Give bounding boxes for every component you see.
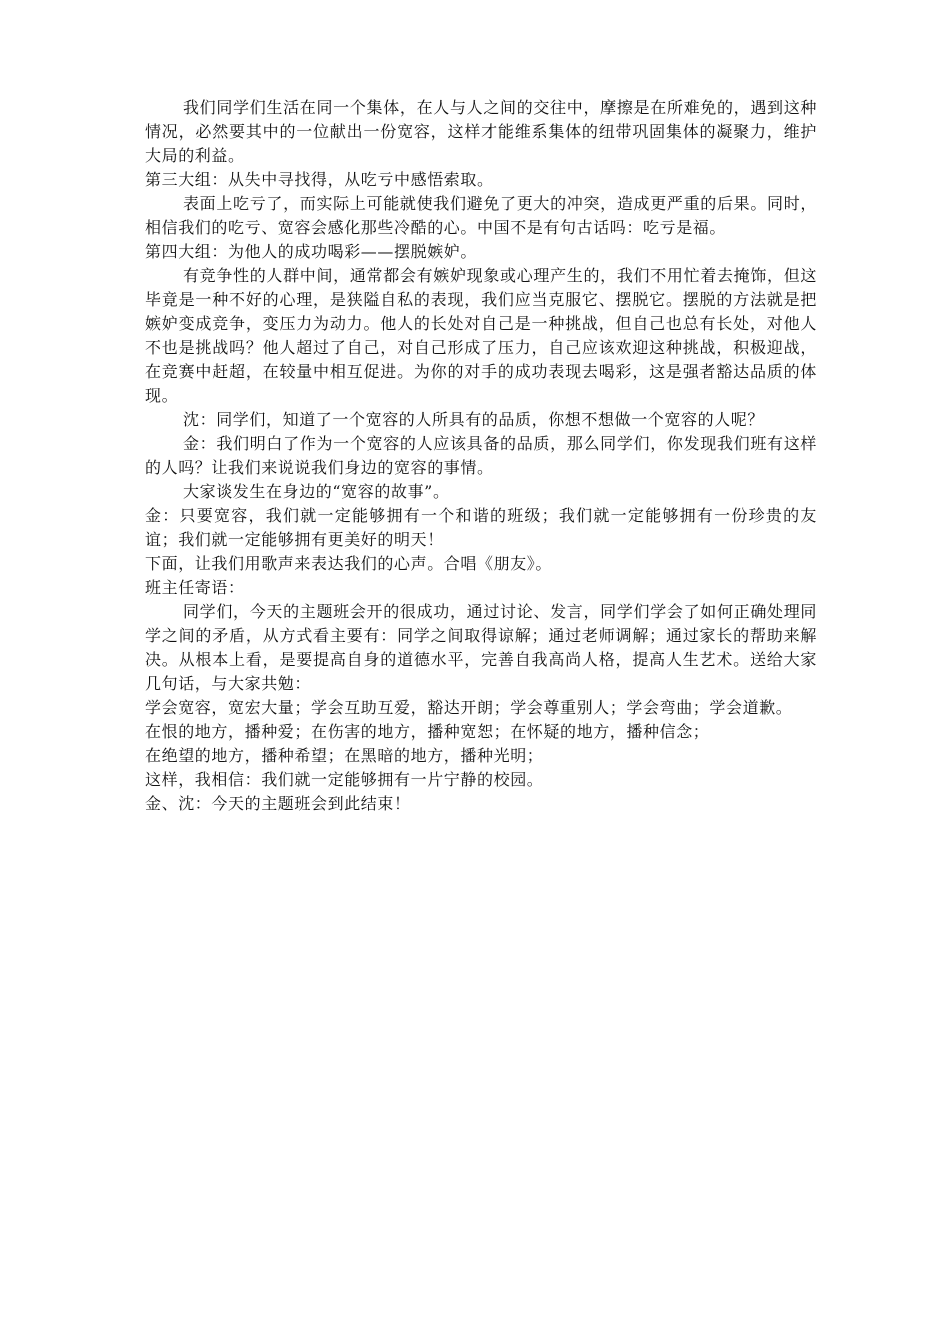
paragraph-song: 下面，让我们用歌声来表达我们的心声。合唱《朋友》。: [145, 554, 553, 573]
heading-teacher-message: 班主任寄语：: [145, 578, 245, 597]
paragraph-sow-love: 在恨的地方，播种爱；在伤害的地方，播种宽恕；在怀疑的地方，播种信念；: [145, 722, 710, 741]
paragraph-shen-question: 沈：同学们，知道了一个宽容的人所具有的品质，你想不想做一个宽容的人呢？: [183, 410, 765, 429]
paragraph-suffering-loss: 表面上吃亏了，而实际上可能就使我们避免了更大的冲突，造成更严重的后果。同时，相信我们的吃亏、宽容会感化那些冷酷的心。中国不是有句古话吗：吃亏是福。: [145, 194, 817, 237]
paragraph-sow-hope: 在绝望的地方，播种希望；在黑暗的地方，播种光明；: [145, 746, 544, 765]
paragraph-stories: 大家谈发生在身边的“宽容的故事”。: [183, 482, 450, 501]
paragraph-closing: 金、沈：今天的主题班会到此结束！: [145, 794, 411, 813]
paragraph-collective-tolerance: 我们同学们生活在同一个集体，在人与人之间的交往中，摩擦是在所难免的，遇到这种情况，必然要其中的一位献出一份宽容，这样才能维系集体的纽带巩固集体的凝聚力，维护大局的利益。: [145, 98, 817, 165]
document-page: [145, 96, 817, 816]
paragraph-jin-harmony: 金：只要宽容，我们就一定能够拥有一个和谐的班级；我们就一定能够拥有一份珍贵的友谊；我们就一定能够拥有更美好的明天！: [145, 506, 817, 549]
paragraph-learn-tolerance: 学会宽容，宽宏大量；学会互助互爱，豁达开朗；学会尊重别人；学会弯曲；学会道歉。: [145, 698, 793, 717]
paragraph-teacher-summary: 同学们，今天的主题班会开的很成功，通过讨论、发言，同学们学会了如何正确处理同学之间的矛盾，从方式看主要有：同学之间取得谅解；通过老师调解；通过家长的帮助来解决。从根本上看，是要提高自身的道德水平，完善自我高尚人格，提高人生艺术。送给大家几句话，与大家共勉：: [145, 602, 817, 693]
heading-group-three: 第三大组：从失中寻找得，从吃亏中感悟索取。: [145, 170, 494, 189]
heading-group-four: 第四大组：为他人的成功喝彩——摆脱嫉妒。: [145, 242, 478, 261]
paragraph-jin-question: 金：我们明白了作为一个宽容的人应该具备的品质，那么同学们，你发现我们班有这样的人吗？让我们来说说我们身边的宽容的事情。: [145, 434, 817, 477]
paragraph-quiet-campus: 这样，我相信：我们就一定能够拥有一片宁静的校园。: [145, 770, 544, 789]
paragraph-overcome-jealousy: 有竞争性的人群中间，通常都会有嫉妒现象或心理产生的，我们不用忙着去掩饰，但这毕竟是一种不好的心理，是狭隘自私的表现，我们应当克服它、摆脱它。摆脱的方法就是把嫉妒变成竞争，变压力为动力。他人的长处对自己是一种挑战，但自己也总有长处，对他人不也是挑战吗？他人超过了自己，对自己形成了压力，自己应该欢迎这种挑战，积极迎战，在竞赛中赶超，在较量中相互促进。为你的对手的成功表现去喝彩，这是强者豁达品质的体现。: [145, 266, 817, 405]
